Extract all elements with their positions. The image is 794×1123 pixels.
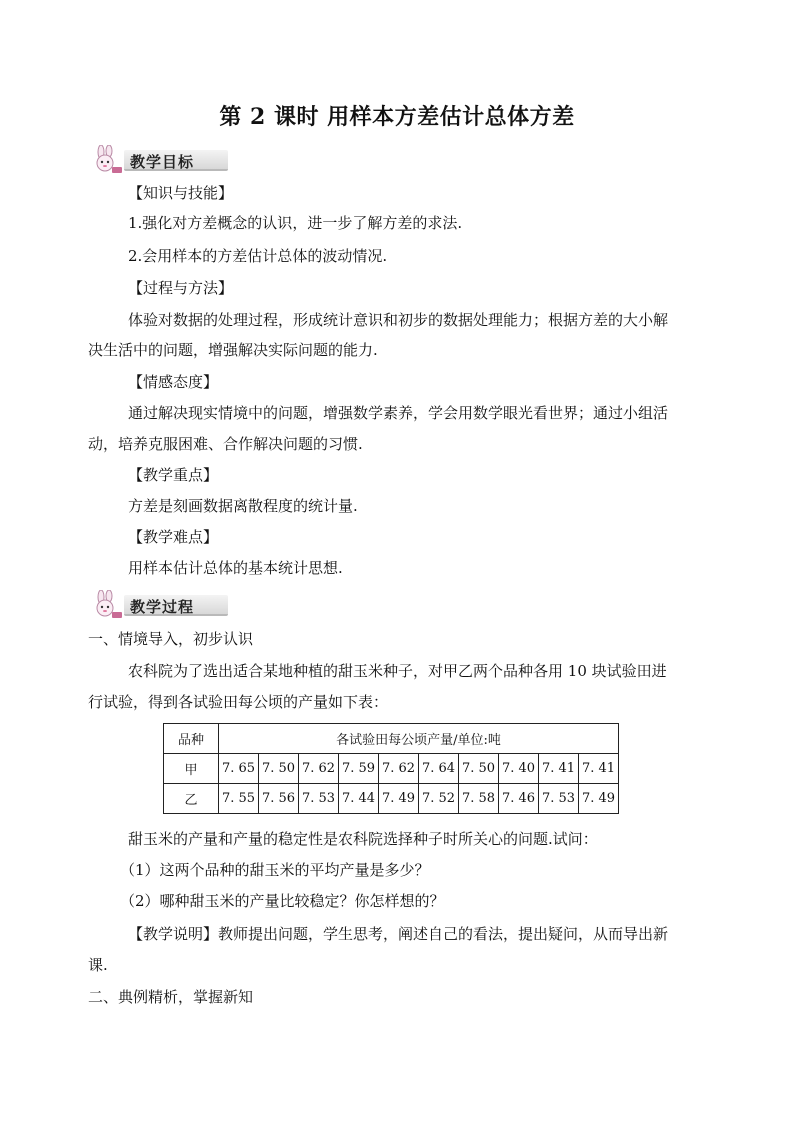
table-cell: 7. 41 [539, 754, 579, 784]
table-cell: 7. 44 [339, 784, 379, 814]
table-cell: 7. 62 [299, 754, 339, 784]
table-cell: 7. 53 [539, 784, 579, 814]
table-cell: 7. 62 [379, 754, 419, 784]
difficulty-heading: 【教学难点】 [128, 528, 219, 546]
section-banner-objectives [90, 145, 230, 175]
teaching-note-1: 【教学说明】教师提出问题，学生思考，阐述自己的看法，提出疑问，从而导出新 [128, 925, 669, 943]
table-cell: 7. 64 [419, 754, 459, 784]
banner-label: 教学过程 [130, 598, 195, 616]
difficulty-text: 用样本估计总体的基本统计思想. [128, 559, 343, 577]
row-a-label: 甲 [164, 754, 219, 784]
header-variety: 品种 [164, 724, 219, 754]
table-cell: 7. 65 [219, 754, 259, 784]
header-yield: 各试验田每公顷产量/单位:吨 [219, 724, 619, 754]
key-point-heading: 【教学重点】 [128, 466, 219, 484]
question-2: （2）哪种甜玉米的产量比较稳定？你怎样想的？ [120, 892, 445, 910]
table-cell: 7. 49 [379, 784, 419, 814]
row-b-label: 乙 [164, 784, 219, 814]
knowledge-item-1: 1.强化对方差概念的认识，进一步了解方差的求法. [128, 214, 463, 232]
knowledge-item-2: 2.会用样本的方差估计总体的波动情况. [128, 247, 388, 265]
table-cell: 7. 50 [459, 754, 499, 784]
emotion-text-1: 通过解决现实情境中的问题，增强数学素养，学会用数学眼光看世界；通过小组活 [128, 404, 669, 422]
table-cell: 7. 50 [259, 754, 299, 784]
process-text-1: 体验对数据的处理过程，形成统计意识和初步的数据处理能力；根据方差的大小解 [128, 311, 669, 329]
intro-text-1: 农科院为了选出适合某地种植的甜玉米种子，对甲乙两个品种各用 10 块试验田进 [128, 662, 667, 680]
table-cell: 7. 46 [499, 784, 539, 814]
key-point-text: 方差是刻画数据离散程度的统计量. [128, 497, 358, 515]
table-cell: 7. 55 [219, 784, 259, 814]
banner-label: 教学目标 [130, 153, 195, 171]
process-text-2: 决生活中的问题，增强解决实际问题的能力. [88, 341, 378, 359]
emotion-heading: 【情感态度】 [128, 373, 219, 391]
intro-text-2: 行试验，得到各试验田每公顷的产量如下表： [88, 693, 389, 711]
bunny-icon [90, 590, 126, 620]
table-header-row [164, 724, 619, 754]
question-1: （1）这两个品种的甜玉米的平均产量是多少？ [120, 861, 430, 879]
section-banner-process [90, 590, 230, 620]
emotion-text-2: 动，培养克服困难、合作解决问题的习惯. [88, 435, 363, 453]
bunny-icon [90, 145, 126, 175]
after-table-text: 甜玉米的产量和产量的稳定性是农科院选择种子时所关心的问题.试问： [128, 830, 598, 848]
table-cell: 7. 40 [499, 754, 539, 784]
table-cell: 7. 52 [419, 784, 459, 814]
table-cell: 7. 59 [339, 754, 379, 784]
table-row-a [164, 754, 619, 784]
table-cell: 7. 53 [299, 784, 339, 814]
table-cell: 7. 56 [259, 784, 299, 814]
section-1-heading: 一、情境导入，初步认识 [88, 630, 254, 648]
table-row-b [164, 784, 619, 814]
knowledge-heading: 【知识与技能】 [128, 184, 234, 202]
teaching-note-2: 课. [88, 956, 108, 974]
table-cell: 7. 41 [579, 754, 619, 784]
table-cell: 7. 58 [459, 784, 499, 814]
table-cell: 7. 49 [579, 784, 619, 814]
section-2-heading: 二、典例精析，掌握新知 [88, 988, 254, 1006]
page-title: 第 2 课时 用样本方差估计总体方差 [219, 104, 575, 130]
yield-table [163, 723, 619, 814]
process-heading: 【过程与方法】 [128, 279, 234, 297]
